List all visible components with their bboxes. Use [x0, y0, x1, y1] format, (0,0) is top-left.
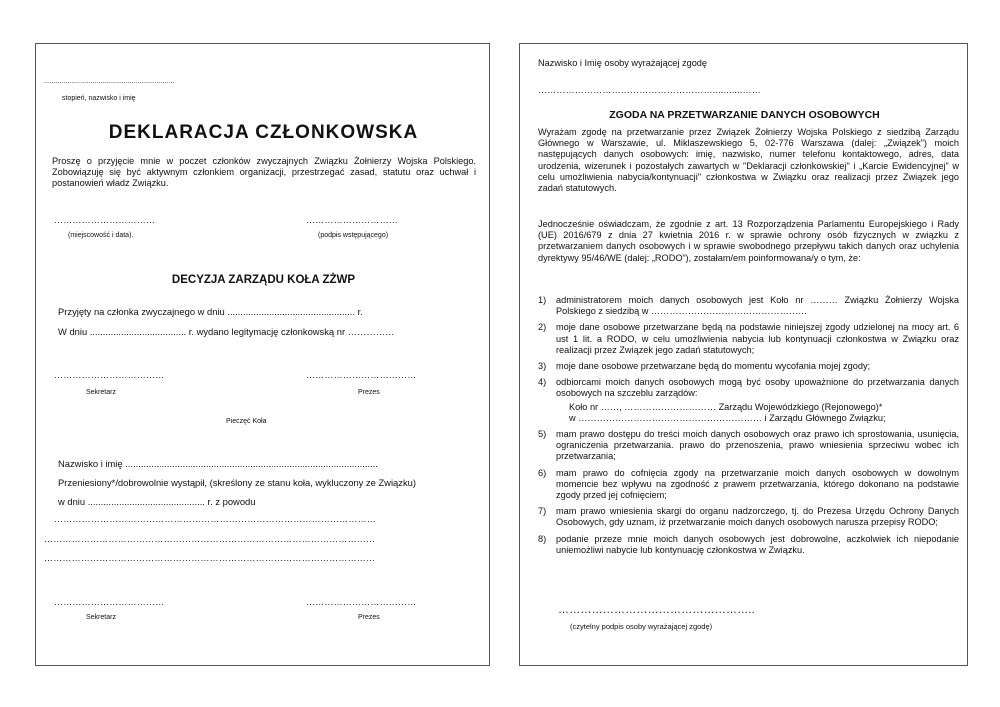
- list-item-text: mam prawo do cofnięcia zgody na przetwarzanie moich danych osobowych w dowolnym momencie bez wpływu na zgodność z prawem przetwarzania, którego dokonano na podstawie zgody przed jej cofnięciem;: [556, 467, 959, 501]
- secretary-signature-field-2[interactable]: ………………………………: [54, 597, 165, 607]
- consent-signature-label: (czytelny podpis osoby wyrażającej zgodę): [570, 622, 713, 631]
- list-item: [538, 534, 959, 556]
- list-item: [538, 295, 959, 317]
- list-item-number: 2): [538, 322, 547, 333]
- place-date-label: (miejscowość i data).: [68, 232, 134, 239]
- list-item: [538, 322, 959, 356]
- president-label-2: Prezes: [358, 614, 380, 621]
- list-item-number: 7): [538, 506, 547, 517]
- secretary-label: Sekretarz: [86, 389, 116, 396]
- list-item-text: moje dane osobowe przetwarzane będą do momentu wycofania mojej zgody;: [556, 361, 871, 372]
- consent-title: ZGODA NA PRZETWARZANIE DANYCH OSOBOWYCH: [609, 109, 880, 121]
- list-item-number: 5): [538, 429, 547, 440]
- secretary-label-2: Sekretarz: [86, 614, 116, 621]
- list-item-number: 4): [538, 377, 547, 388]
- surname-line: Nazwisko i imię .................................................................................................: [58, 458, 378, 469]
- list-item: [538, 506, 959, 528]
- item4-sub-line-1: Koło nr ……, ………………………… Zarządu Wojewódzkiego (Rejonowego)*: [569, 401, 883, 412]
- date-reason-line: w dniu ............................................. r. z powodu: [58, 496, 256, 507]
- rank-name-dots: ...................................................................: [44, 78, 175, 85]
- list-item-text: odbiorcami moich danych osobowych mogą być osoby upoważnione do przetwarzania danych osobowych na szczeblu zarządów:: [556, 377, 959, 399]
- reason-line-2[interactable]: ………………………………………………………………………………………………: [44, 534, 376, 544]
- card-issued-line: W dniu ..................................... r. wydano legitymację członkowską nr ……………: [58, 326, 395, 337]
- declaration-intro: Proszę o przyjęcie mnie w poczet członków zwyczajnych Związku Żołnierzy Wojska Polskiego. Zobowiązuję się być aktywnym członkiem organizacji, przestrzegać zasad, statutu oraz uchwał i postanowień władz Związku.: [52, 156, 476, 189]
- signature-label: (podpis wstępującego): [318, 232, 389, 239]
- list-item-text: podanie przeze mnie moich danych osobowych jest dobrowolne, aczkolwiek ich niepodanie uniemożliwi nabycie lub kontynuację członkostwa w Związku.: [556, 533, 959, 555]
- list-item-number: 3): [538, 361, 547, 372]
- list-item: [538, 377, 959, 424]
- rank-name-label: stopień, nazwisko i imię: [62, 95, 136, 102]
- list-item-text: mam prawo dostępu do treści moich danych osobowych oraz prawo ich sprostowania, usunięcia, ograniczenia przetwarzania. prawo do przenoszenia, prawo wniesienia sprzeciwu wobec ich przetwarzania;: [556, 429, 959, 462]
- person-name-field[interactable]: …………………………………………………...........……: [538, 85, 761, 95]
- consent-paragraph-1: Wyrażam zgodę na przetwarzanie przez Związek Żołnierzy Wojska Polskiego z siedzibą Zarządu Głównego w Warszawie, ul. Miklaszewskiego 5, 02-776 Warszawa (dalej: „Związek”) moich następujących danych osobowych: imię, nazwisko, numer telefonu kontaktowego, adres, data urodzenia, wizerunek i pozostałych zawartych w "Deklaracji członkowskiej" i „Karcie Ewidencyjnej” w celu umożliwienia nabycia/kontynuacji" członkostwa w Związku oraz realizacji przez Związek jego zadań statutowych.: [538, 127, 959, 194]
- list-item-number: 8): [538, 533, 547, 544]
- secretary-signature-field[interactable]: ………………………………: [54, 370, 165, 380]
- page-title: DEKLARACJA CZŁONKOWSKA: [108, 122, 419, 143]
- stamp-label: Pieczęć Koła: [226, 418, 267, 425]
- consent-page: [519, 43, 968, 666]
- president-label: Prezes: [358, 389, 380, 396]
- list-item-number: 1): [538, 295, 547, 305]
- info-list: [538, 295, 959, 561]
- reason-line-3[interactable]: ………………………………………………………………………………………………: [44, 553, 376, 563]
- president-signature-field-2[interactable]: ………………………………: [306, 597, 417, 607]
- list-item-text: mam prawo wniesienia skargi do organu nadzorczego, tj. do Prezesa Urzędu Ochrony Danych Osobowych, gdy uznam, iż przetwarzanie moich danych osobowych narusza przepisy RODO;: [556, 506, 959, 528]
- transfer-line: Przeniesiony*/dobrowolnie wystąpił, (skreślony ze stanu koła, wykluczony ze Związku): [58, 477, 416, 488]
- declaration-page: [35, 43, 490, 666]
- list-item: [538, 361, 959, 372]
- list-item: [538, 429, 959, 463]
- consent-paragraph-2: Jednocześnie oświadczam, że zgodnie z art. 13 Rozporządzenia Parlamentu Europejskiego i Rady (UE) 2016/679 z dnia 27 kwietnia 2016 r. w sprawie ochrony osób fizycznych w związku z przetwarzaniem danych osobowych i w sprawie swobodnego przepływu takich danych oraz uchylenia dyrektywy 95/46/WE (dalej: „RODO”), zostałam/em poinformowana/y o tym, że:: [538, 219, 959, 263]
- list-item: [538, 468, 959, 502]
- place-date-field[interactable]: ……………………………: [54, 215, 156, 225]
- decision-title: DECYZJA ZARZĄDU KOŁA ZŻWP: [171, 274, 356, 286]
- item4-sub-line-2: w …………………………………………………… i Zarządu Głównego Związku;: [569, 412, 886, 423]
- president-signature-field[interactable]: ………………………………: [306, 370, 417, 380]
- signature-field[interactable]: …………………………: [306, 215, 398, 225]
- list-item-number: 6): [538, 467, 547, 478]
- reason-line-1[interactable]: ……………………………………………………………………………………………: [54, 514, 376, 524]
- list-item-text: moje dane osobowe przetwarzane będą na podstawie niniejszej zgody udzielonej na mocy art. 6 ust 1 lit. a RODO, w celu umożliwienia nabycia lub kontynuacji członkostwa w Związku oraz realizacji przez Związek jego zadań statutowych;: [556, 322, 959, 355]
- accepted-line: Przyjęty na członka zwyczajnego w dniu ................................................. r.: [58, 306, 363, 317]
- consent-signature-field[interactable]: ……………………………………………..: [558, 604, 755, 616]
- person-label: Nazwisko i Imię osoby wyrażającej zgodę: [538, 58, 708, 68]
- list-item-text: administratorem moich danych osobowych jest Koło nr ……… Związku Żołnierzy Wojska Polskiego z siedzibą w ……………………………………………: [556, 295, 959, 317]
